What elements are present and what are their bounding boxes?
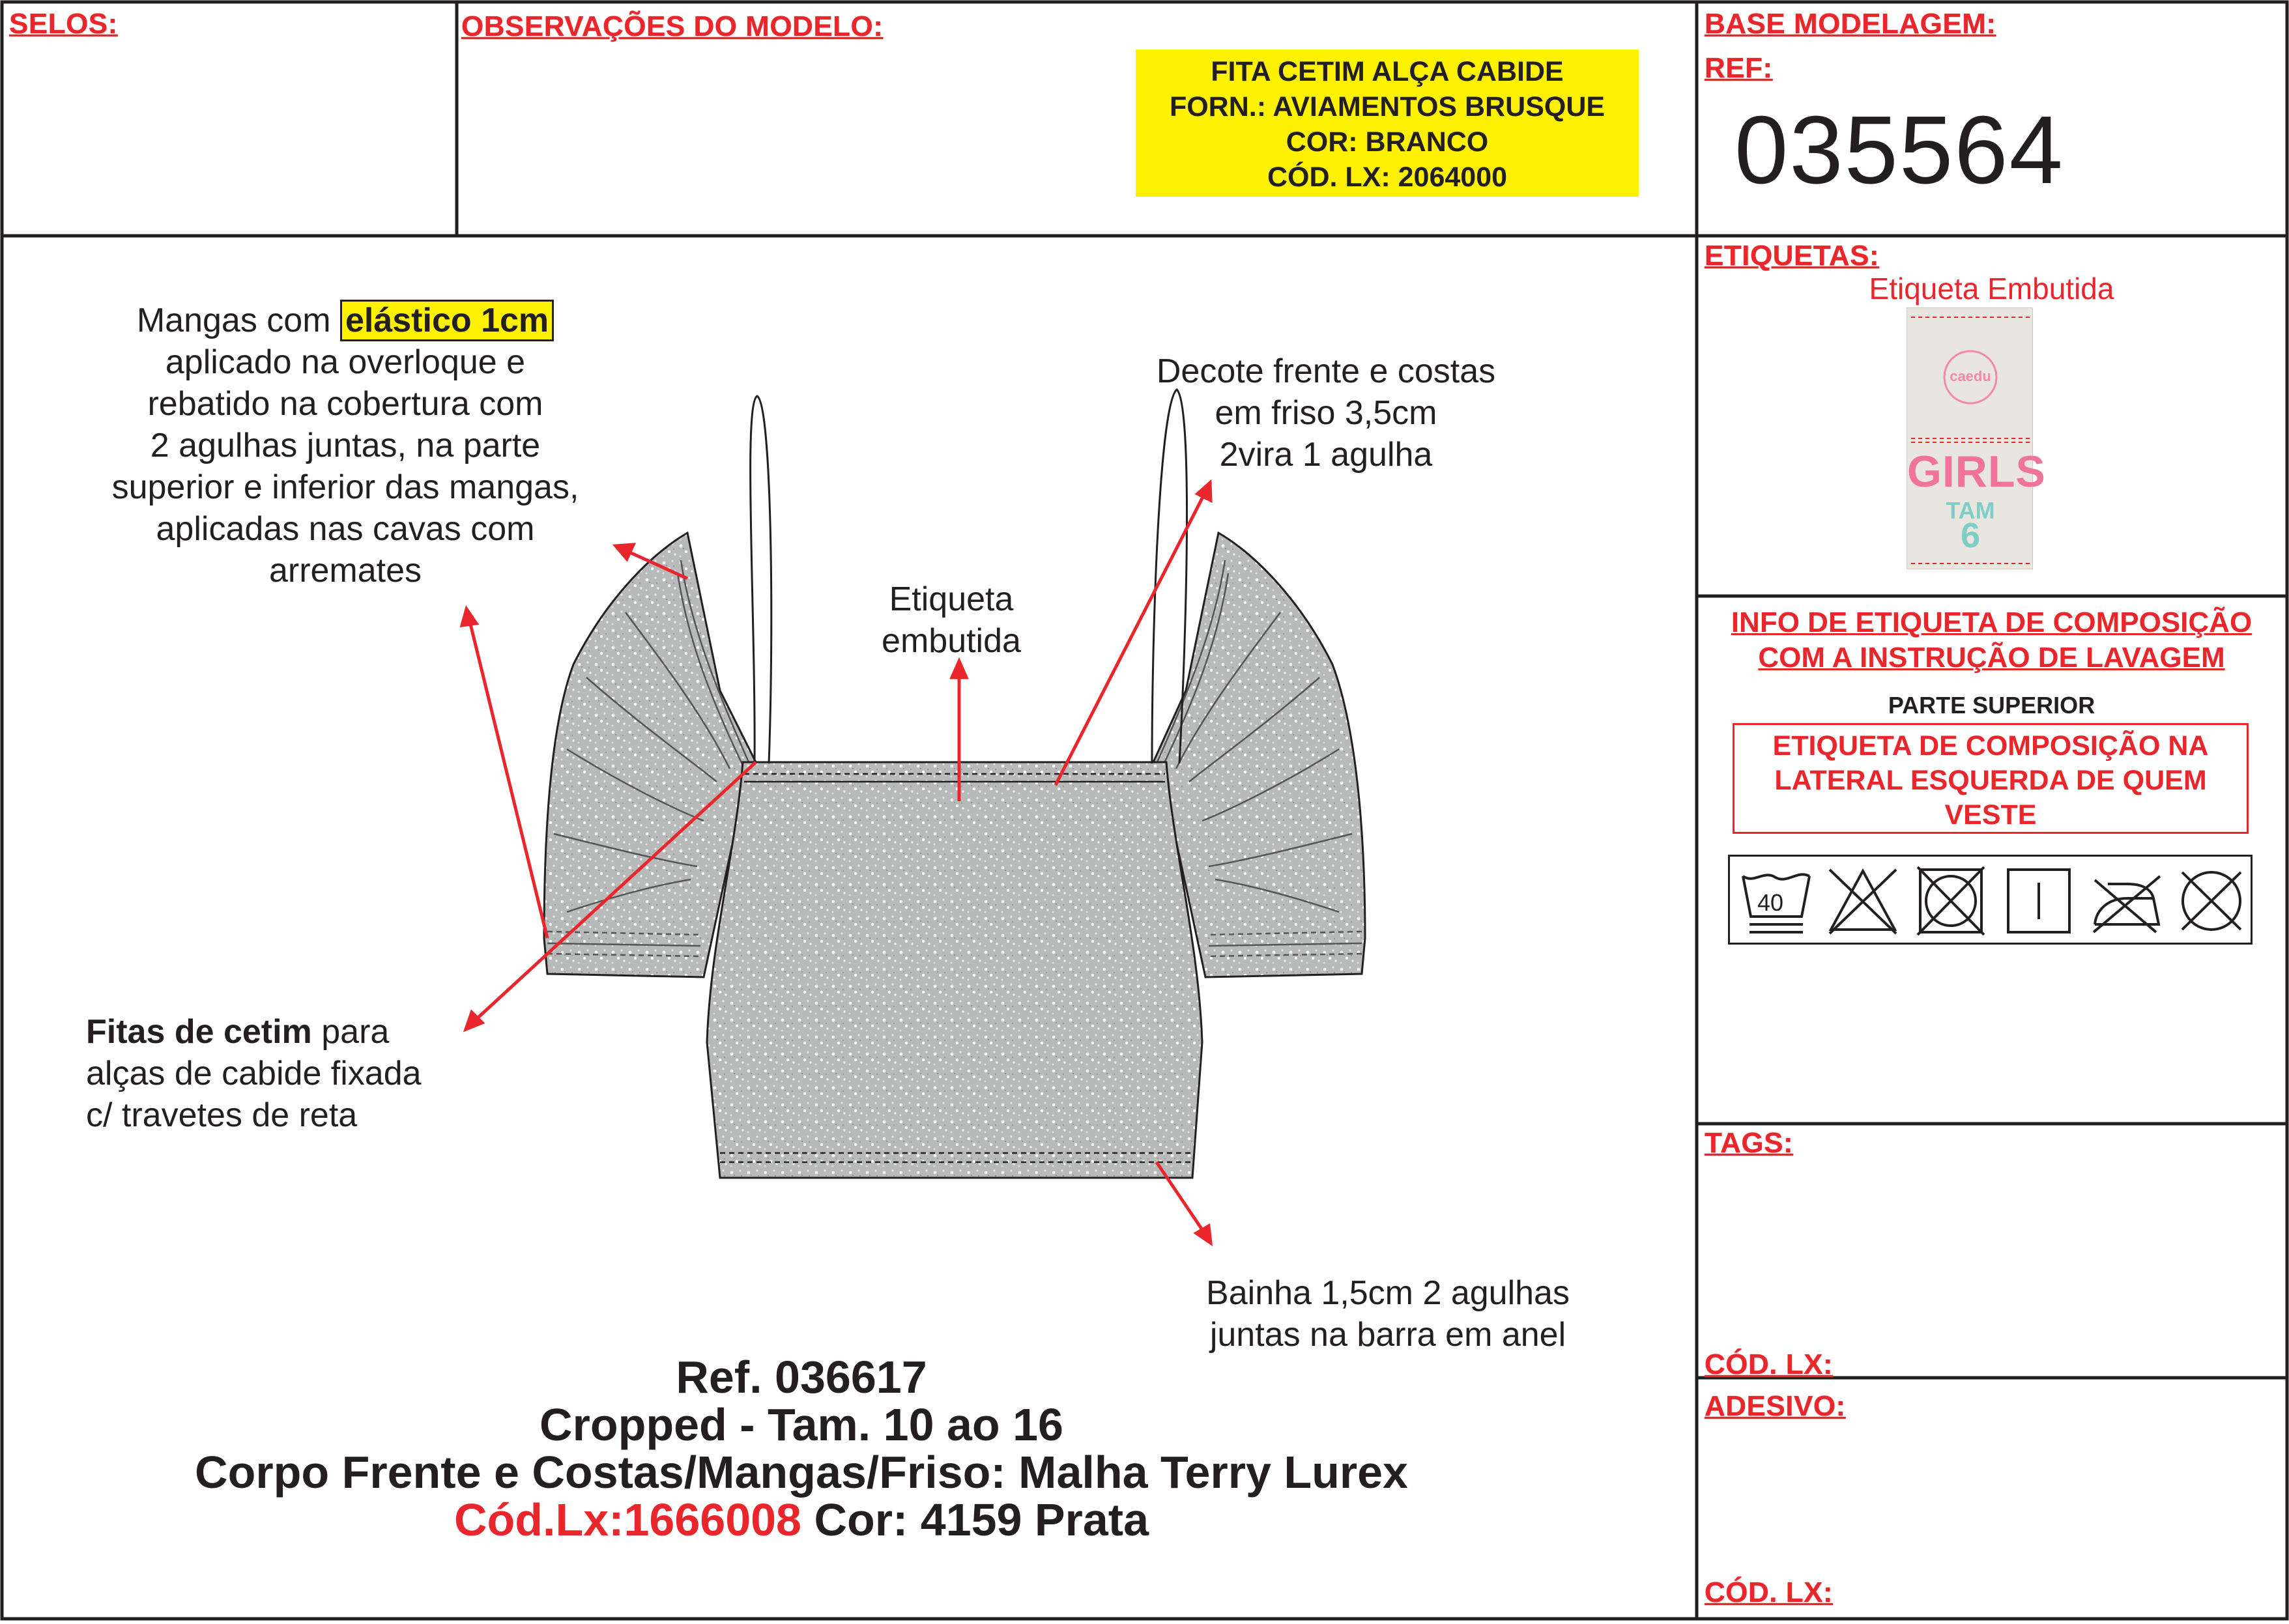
mangas-prefix: Mangas com [136,302,331,339]
product-ref: Ref. 036617 [676,1352,927,1403]
decote-line-1: Decote frente e costas [1156,352,1496,390]
ref-label: REF: [1705,52,1773,84]
care-symbols [1728,855,2253,945]
comp-line-3: VESTE [1944,799,2037,831]
etiqueta-callout [847,578,1056,662]
decote-line-2: em friso 3,5cm [1215,394,1437,432]
tag-brand: caedu [1950,368,1991,384]
wash-temp: 40 [1757,889,1784,916]
composicao-box [1733,723,2249,834]
tags-cod-lx: CÓD. LX: [1705,1348,1834,1380]
etiqueta-embutida-caption: Etiqueta Embutida [1869,272,2114,306]
adesivo-cod-lx: CÓD. LX: [1705,1576,1834,1608]
fitas-rest: para [311,1013,390,1051]
tag-tam: TAM [1946,497,1995,524]
decote-line-3: 2vira 1 agulha [1219,436,1433,474]
base-modelagem-label: BASE MODELAGEM: [1705,8,1996,40]
cod-lx: Cód.Lx:1666008 [453,1494,801,1545]
mangas-line-2: aplicado na overloque e [165,343,526,381]
ref-value: 035564 [1735,96,2064,204]
mangas-line-7: arremates [268,552,422,590]
product-material: Corpo Frente e Costas/Mangas/Friso: Malha Terry Lurex [195,1447,1408,1498]
info-title-line-2: COM A INSTRUÇÃO DE LAVAGEM [1758,642,2225,674]
elastico-highlight: elástico 1cm [340,300,554,341]
fitas-line-2: alças de cabide fixada [86,1055,422,1092]
mangas-line-1 [78,300,612,341]
fitas-callout [86,1011,503,1136]
mangas-callout [78,300,612,591]
fitas-line-3: c/ travetes de reta [86,1096,358,1134]
info-title-line-1: INFO DE ETIQUETA DE COMPOSIÇÃO [1731,606,2253,638]
etiqueta-line-1: Etiqueta [889,580,1014,618]
mangas-line-4: 2 agulhas juntas, na parte [150,427,541,464]
etiqueta-line-2: embutida [882,622,1021,660]
comp-line-1: ETIQUETA DE COMPOSIÇÃO NA [1772,730,2209,762]
line-dry-icon [2000,864,2077,937]
note-line-3: COR: BRANCO [1286,126,1489,158]
brand-tag [1907,307,2046,569]
decote-callout [1108,350,1544,476]
observacoes-label: OBSERVAÇÕES DO MODELO: [461,10,884,42]
parte-superior: PARTE SUPERIOR [1888,692,2095,719]
note-line-2: FORN.: AVIAMENTOS BRUSQUE [1169,91,1605,122]
mangas-line-5: superior e inferior das mangas, [111,468,579,506]
left-strap [751,396,771,763]
tag-girls: GIRLS [1907,447,2046,496]
no-bleach-icon [1824,864,1901,937]
color-name: Cor: 4159 Prata [801,1494,1149,1545]
etiquetas-label: ETIQUETAS: [1705,240,1880,272]
tags-label: TAGS: [1705,1127,1794,1159]
note-line-4: CÓD. LX: 2064000 [1267,162,1508,193]
adesivo-label: ADESIVO: [1705,1390,1846,1422]
selos-label: SELOS: [9,8,118,40]
comp-line-2: LATERAL ESQUERDA DE QUEM [1774,765,2207,796]
bainha-line-1: Bainha 1,5cm 2 agulhas [1206,1274,1570,1312]
fitas-bold: Fitas de cetim [86,1013,312,1051]
mangas-line-3: rebatido na cobertura com [147,385,543,423]
body [707,762,1202,1178]
bainha-callout [1160,1272,1616,1356]
note-line-1: FITA CETIM ALÇA CABIDE [1211,56,1564,87]
no-iron-icon [2088,864,2165,937]
fitas-line-1 [86,1011,503,1053]
mangas-line-6: aplicadas nas cavas com [156,510,535,548]
tag-size: 6 [1960,516,1981,555]
bainha-line-2: juntas na barra em anel [1209,1316,1566,1354]
no-tumble-dry-icon [1912,864,1989,937]
product-code-color [0,1496,1648,1544]
no-dry-clean-icon [2173,864,2250,937]
product-name: Cropped - Tam. 10 ao 16 [540,1399,1063,1450]
